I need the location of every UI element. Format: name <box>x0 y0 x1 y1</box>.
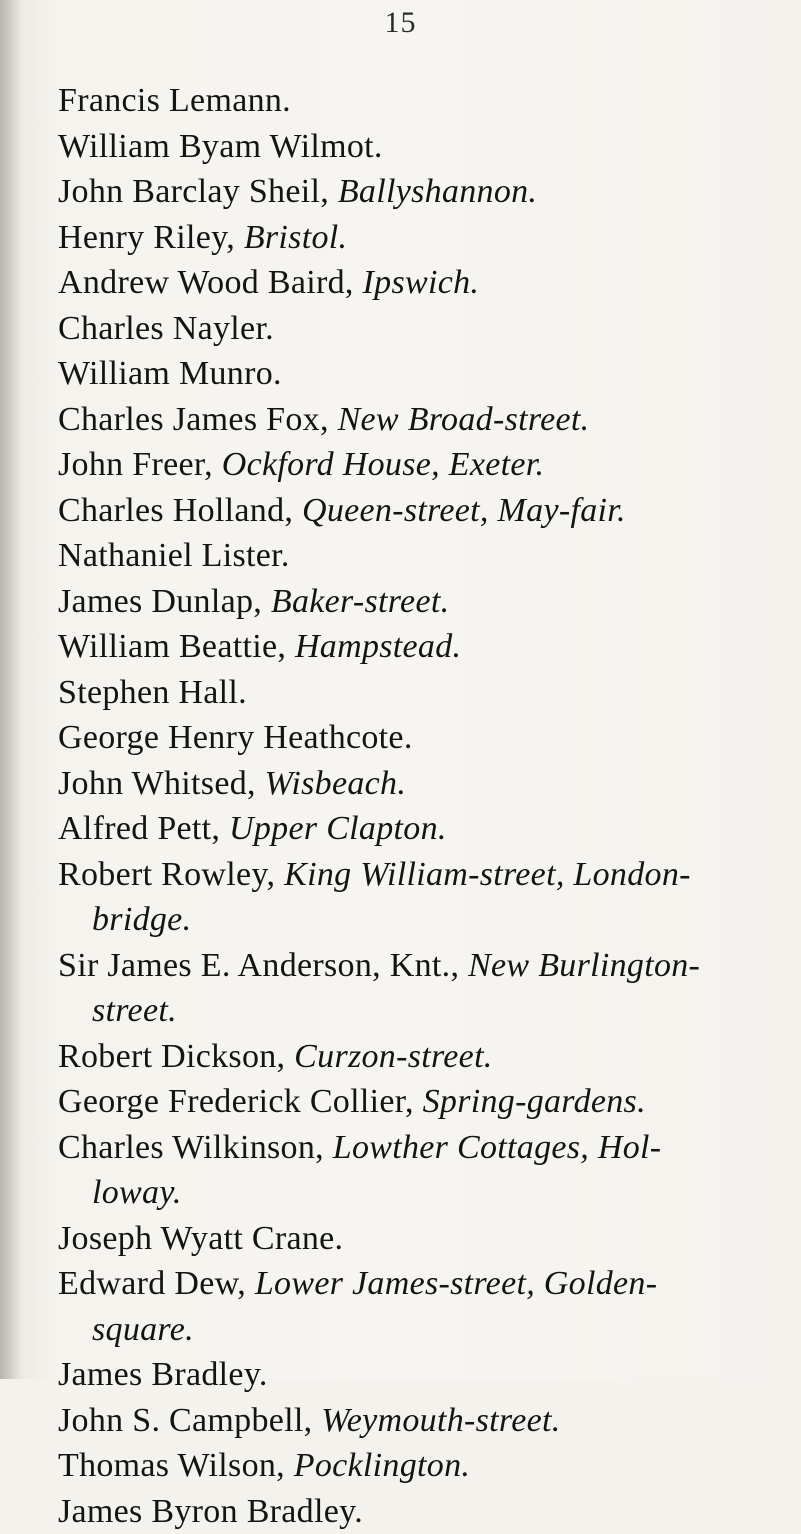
list-item <box>58 806 758 852</box>
list-item <box>58 624 758 670</box>
list-item-continuation <box>58 1307 758 1353</box>
list-item <box>58 715 758 761</box>
list-item <box>58 124 758 170</box>
entry-name: Andrew Wood Baird, <box>58 264 363 301</box>
list-item-continuation <box>58 1170 758 1216</box>
entry-name: John Barclay Sheil, <box>58 173 338 210</box>
list-item <box>58 1261 758 1307</box>
subscriber-list <box>58 78 758 1534</box>
entry-name: John Freer, <box>58 446 222 483</box>
entry-name: John Whitsed, <box>58 765 265 802</box>
binding-shadow <box>0 0 22 1379</box>
list-item <box>58 260 758 306</box>
entry-place: Curzon-street. <box>294 1038 492 1075</box>
entry-name: William Byam Wilmot. <box>58 128 383 165</box>
entry-name: Robert Rowley, <box>58 856 284 893</box>
list-item <box>58 1079 758 1125</box>
entry-name: Edward Dew, <box>58 1265 255 1302</box>
entry-place: Pocklington. <box>294 1447 470 1484</box>
entry-name: Charles James Fox, <box>58 401 338 438</box>
entry-place: Ockford House, Exeter. <box>222 446 545 483</box>
list-item <box>58 1443 758 1489</box>
entry-place: bridge. <box>92 901 191 938</box>
entry-place: street. <box>92 992 177 1029</box>
list-item <box>58 852 758 898</box>
list-item-continuation <box>58 897 758 943</box>
entry-name: Alfred Pett, <box>58 810 229 847</box>
entry-name: Henry Riley, <box>58 219 244 256</box>
entry-name: Thomas Wilson, <box>58 1447 294 1484</box>
entry-name: George Frederick Collier, <box>58 1083 423 1120</box>
entry-place: Spring-gardens. <box>423 1083 646 1120</box>
entry-place: Queen-street, May-fair. <box>302 492 626 529</box>
page-number: 15 <box>0 6 801 40</box>
list-item <box>58 533 758 579</box>
entry-name: Charles Nayler. <box>58 310 274 347</box>
entry-place: Bristol. <box>244 219 347 256</box>
entry-name: Robert Dickson, <box>58 1038 294 1075</box>
entry-place: loway. <box>92 1174 182 1211</box>
entry-name: Francis Lemann. <box>58 82 291 119</box>
entry-place: Wisbeach. <box>265 765 407 802</box>
entry-place: Lower James-street, Golden- <box>255 1265 658 1302</box>
entry-name: Sir James E. Anderson, Knt., <box>58 947 468 984</box>
entry-place: square. <box>92 1311 194 1348</box>
list-item <box>58 1034 758 1080</box>
list-item <box>58 397 758 443</box>
entry-place: Lowther Cottages, Hol- <box>333 1129 662 1166</box>
entry-place: Upper Clapton. <box>229 810 447 847</box>
list-item <box>58 442 758 488</box>
entry-place: New Burlington- <box>468 947 700 984</box>
list-item <box>58 1216 758 1262</box>
entry-place: Weymouth-street. <box>321 1402 560 1439</box>
entry-name: George Henry Heathcote. <box>58 719 413 756</box>
list-item <box>58 306 758 352</box>
entry-name: James Bradley. <box>58 1356 268 1393</box>
list-item <box>58 1398 758 1444</box>
list-item <box>58 670 758 716</box>
list-item <box>58 943 758 989</box>
entry-place: Baker-street. <box>271 583 450 620</box>
list-item <box>58 1352 758 1398</box>
list-item <box>58 351 758 397</box>
list-item <box>58 169 758 215</box>
list-item <box>58 1125 758 1171</box>
entry-name: William Munro. <box>58 355 282 392</box>
entry-name: Charles Wilkinson, <box>58 1129 333 1166</box>
list-item <box>58 78 758 124</box>
entry-name: Joseph Wyatt Crane. <box>58 1220 343 1257</box>
entry-place: King William-street, London- <box>284 856 691 893</box>
list-item <box>58 579 758 625</box>
entry-name: William Beattie, <box>58 628 295 665</box>
list-item <box>58 488 758 534</box>
entry-place: Ballyshannon. <box>338 173 537 210</box>
list-item <box>58 761 758 807</box>
entry-name: James Dunlap, <box>58 583 271 620</box>
entry-place: Hampstead. <box>295 628 461 665</box>
entry-name: Charles Holland, <box>58 492 302 529</box>
entry-name: Stephen Hall. <box>58 674 247 711</box>
list-item <box>58 1489 758 1534</box>
list-item <box>58 215 758 261</box>
entry-name: John S. Campbell, <box>58 1402 321 1439</box>
entry-place: New Broad-street. <box>338 401 590 438</box>
list-item-continuation <box>58 988 758 1034</box>
entry-name: Nathaniel Lister. <box>58 537 290 574</box>
entry-name: James Byron Bradley. <box>58 1493 363 1530</box>
entry-place: Ipswich. <box>363 264 480 301</box>
